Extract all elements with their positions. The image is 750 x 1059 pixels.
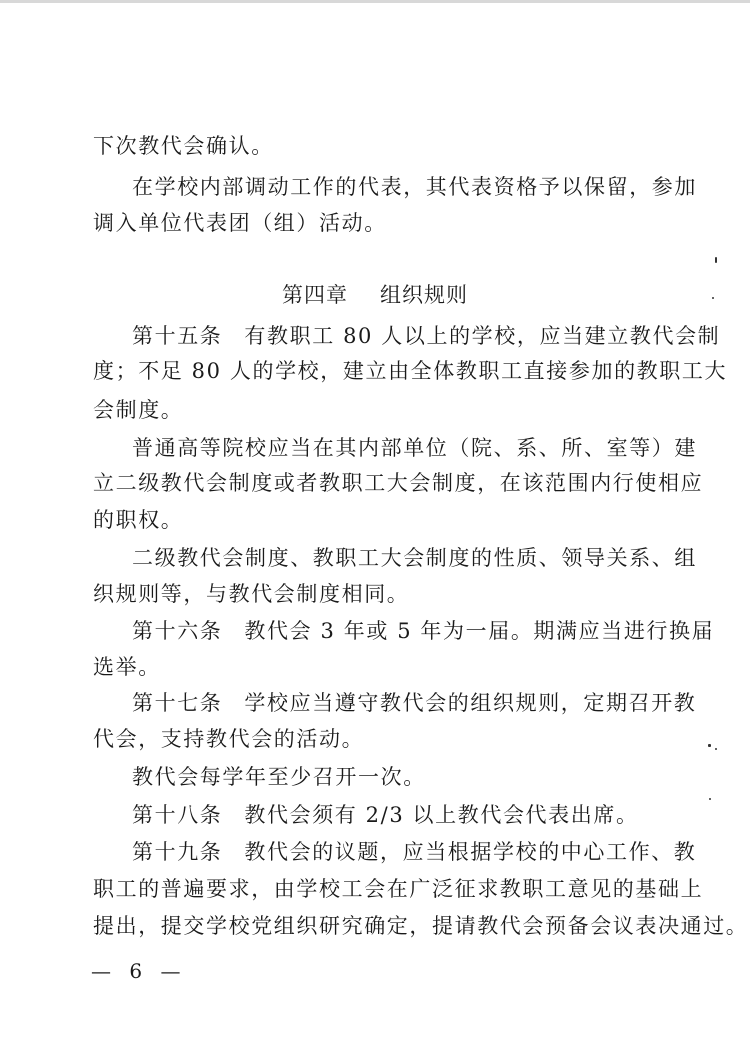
article-line (132, 839, 697, 865)
chapter-number: 第四章 (282, 283, 348, 307)
text-line: 代会，支持教代会的活动。 (93, 727, 365, 751)
text-line: 立二级教代会制度或者教职工大会制度，在该范围内行使相应 (93, 471, 704, 495)
article-label: 第十六条 (132, 619, 223, 643)
text-line: 普通高等院校应当在其内部单位（院、系、所、室等）建 (132, 436, 697, 460)
article-label: 第十九条 (132, 840, 223, 864)
text-line: 教代会每学年至少召开一次。 (132, 765, 426, 789)
scan-speck (712, 297, 714, 299)
scan-edge (0, 0, 750, 3)
text-line: 织规则等，与教代会制度相同。 (93, 582, 410, 606)
text-line: 职工的普遍要求，由学校工会在广泛征求教职工意见的基础上 (93, 877, 704, 901)
text-line: 度；不足 80 人的学校，建立由全体教职工直接参加的教职工大 (93, 359, 728, 383)
article-label: 第十五条 (132, 324, 223, 348)
article-line (132, 802, 692, 828)
scan-speck (709, 798, 711, 800)
chapter-title: 组织规则 (380, 283, 468, 307)
text-line: 在学校内部调动工作的代表，其代表资格予以保留，参加 (132, 175, 697, 199)
article-text: 教代会 3 年或 5 年为一届。期满应当进行换届 (244, 619, 715, 643)
article-text: 教代会须有 2/3 以上教代会代表出席。 (244, 803, 639, 827)
article-text: 教代会的议题，应当根据学校的中心工作、教 (244, 840, 697, 864)
article-label: 第十八条 (132, 803, 223, 827)
text-line: 调入单位代表团（组）活动。 (93, 211, 387, 235)
chapter-heading (0, 282, 750, 308)
page-number: — 6 — (91, 959, 187, 983)
article-text: 有教职工 80 人以上的学校，应当建立教代会制 (244, 324, 721, 348)
article-line (132, 323, 721, 349)
article-label: 第十七条 (132, 691, 223, 715)
text-line: 会制度。 (93, 398, 184, 422)
article-line (132, 618, 715, 644)
article-line (132, 690, 697, 716)
text-line: 提出，提交学校党组织研究确定，提请教代会预备会议表决通过。 (93, 914, 749, 938)
text-line: 选举。 (93, 655, 161, 679)
article-text: 学校应当遵守教代会的组织规则，定期召开教 (244, 691, 697, 715)
text-line: 的职权。 (93, 508, 184, 532)
text-line: 下次教代会确认。 (93, 134, 274, 158)
scan-speck (708, 744, 711, 747)
scan-speck (715, 748, 717, 750)
text-line: 二级教代会制度、教职工大会制度的性质、领导关系、组 (132, 546, 697, 570)
scan-speck (715, 257, 717, 263)
